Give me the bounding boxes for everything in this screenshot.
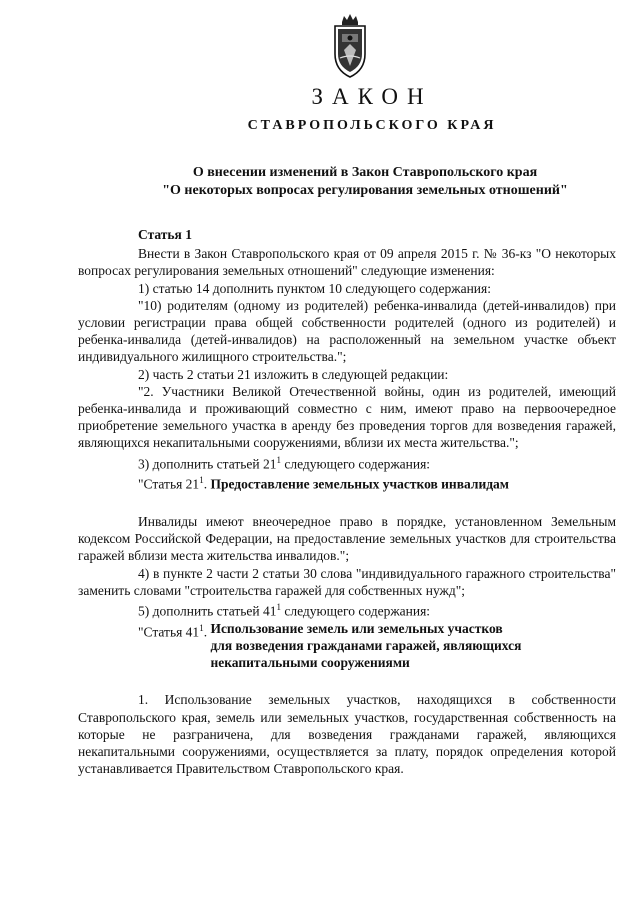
item-5-sup: 1 <box>276 602 282 613</box>
art41-sup: 1 <box>199 622 204 633</box>
coat-of-arms-icon <box>330 14 370 80</box>
art21-title: Предоставление земельных участков инвалидам <box>210 476 509 492</box>
item-3-post: следующего содержания: <box>281 456 431 472</box>
item-2-text: "2. Участники Великой Отечественной войны, один из родителей, имеющий ребенка-инвалида и проживающий совместно с ним, имеют право на первоочередное приобретение земельного участка в аренду без проведения торгов для возведения гаражей, являющихся некапитальными сооружениями, вблизи их места жительства."; <box>78 383 616 451</box>
art41-title-line-1: Использование земель или земельных участков <box>210 620 503 636</box>
item-5-post: следующего содержания: <box>281 603 431 619</box>
heading-line-2: "О некоторых вопросах регулирования земельных отношений" <box>162 183 568 198</box>
item-3-sup: 1 <box>276 454 282 465</box>
item-5 <box>78 599 616 620</box>
art41-prefix <box>138 620 210 672</box>
item-1: 1) статью 14 дополнить пунктом 10 следующего содержания: <box>138 280 491 296</box>
article-intro: Внести в Закон Ставропольского края от 09 апреля 2015 г. № 36-кз "О некоторых вопросах регулирования земельных отношений" следующие изменения: <box>78 246 616 279</box>
art41-title-line-2: для возведения гражданами гаражей, являющихся <box>210 637 522 653</box>
item-1-text: "10) родителям (одному из родителей) ребенка-инвалида (детей-инвалидов) при условии регистрации права общей собственности родителей (одного из родителей) и ребенка-инвалида (детей-инвалидов) на расположенный на земельном участке объект индивидуального жилищного строительства."; <box>78 297 616 365</box>
art41-pre: "Статья 41 <box>138 624 200 640</box>
art41-title-line-3: некапитальными сооружениями <box>210 655 410 671</box>
art41-paragraph-1: 1. Использование земельных участков, находящихся в собственности Ставропольского края, земель или земельных участков, государственная собственность на которые не разграничена, для возведения гражданами гаражей, являющихся некапитальными сооружениями, осуществляется за плату, порядок определения которой устанавливается Правительством Ставропольского края. <box>78 692 616 777</box>
art21-pre: "Статья 21 <box>138 476 200 492</box>
art21-text: Инвалиды имеют внеочередное право в порядке, установленном Земельным кодексом Российской Федерации, на предоставление земельных участков для строительства гаражей вблизи места жительства инвалидов."; <box>78 514 616 564</box>
item-2: 2) часть 2 статьи 21 изложить в следующей редакции: <box>138 366 449 382</box>
law-title: ЗАКОН <box>311 84 433 109</box>
art21-sup: 1 <box>199 475 204 486</box>
item-3 <box>78 452 616 473</box>
art41-post: . <box>203 624 211 640</box>
law-region: СТАВРОПОЛЬСКОГО КРАЯ <box>247 118 497 133</box>
document-heading <box>115 164 615 200</box>
art41-title <box>210 620 521 672</box>
art21-post: . <box>203 476 211 492</box>
item-5-pre: 5) дополнить статьей 41 <box>138 603 277 619</box>
article-title: Статья 1 <box>138 227 192 242</box>
heading-line-1: О внесении изменений в Закон Ставропольского края <box>192 165 538 180</box>
item-4: 4) в пункте 2 части 2 статьи 30 слова "индивидуального гаражного строительства" заменить словами "строительства гаражей для собственных нужд"; <box>78 565 616 598</box>
article-41-1-heading <box>78 620 616 672</box>
document-body <box>78 226 616 777</box>
item-3-pre: 3) дополнить статьей 21 <box>138 456 277 472</box>
article-21-1-heading <box>78 472 616 493</box>
